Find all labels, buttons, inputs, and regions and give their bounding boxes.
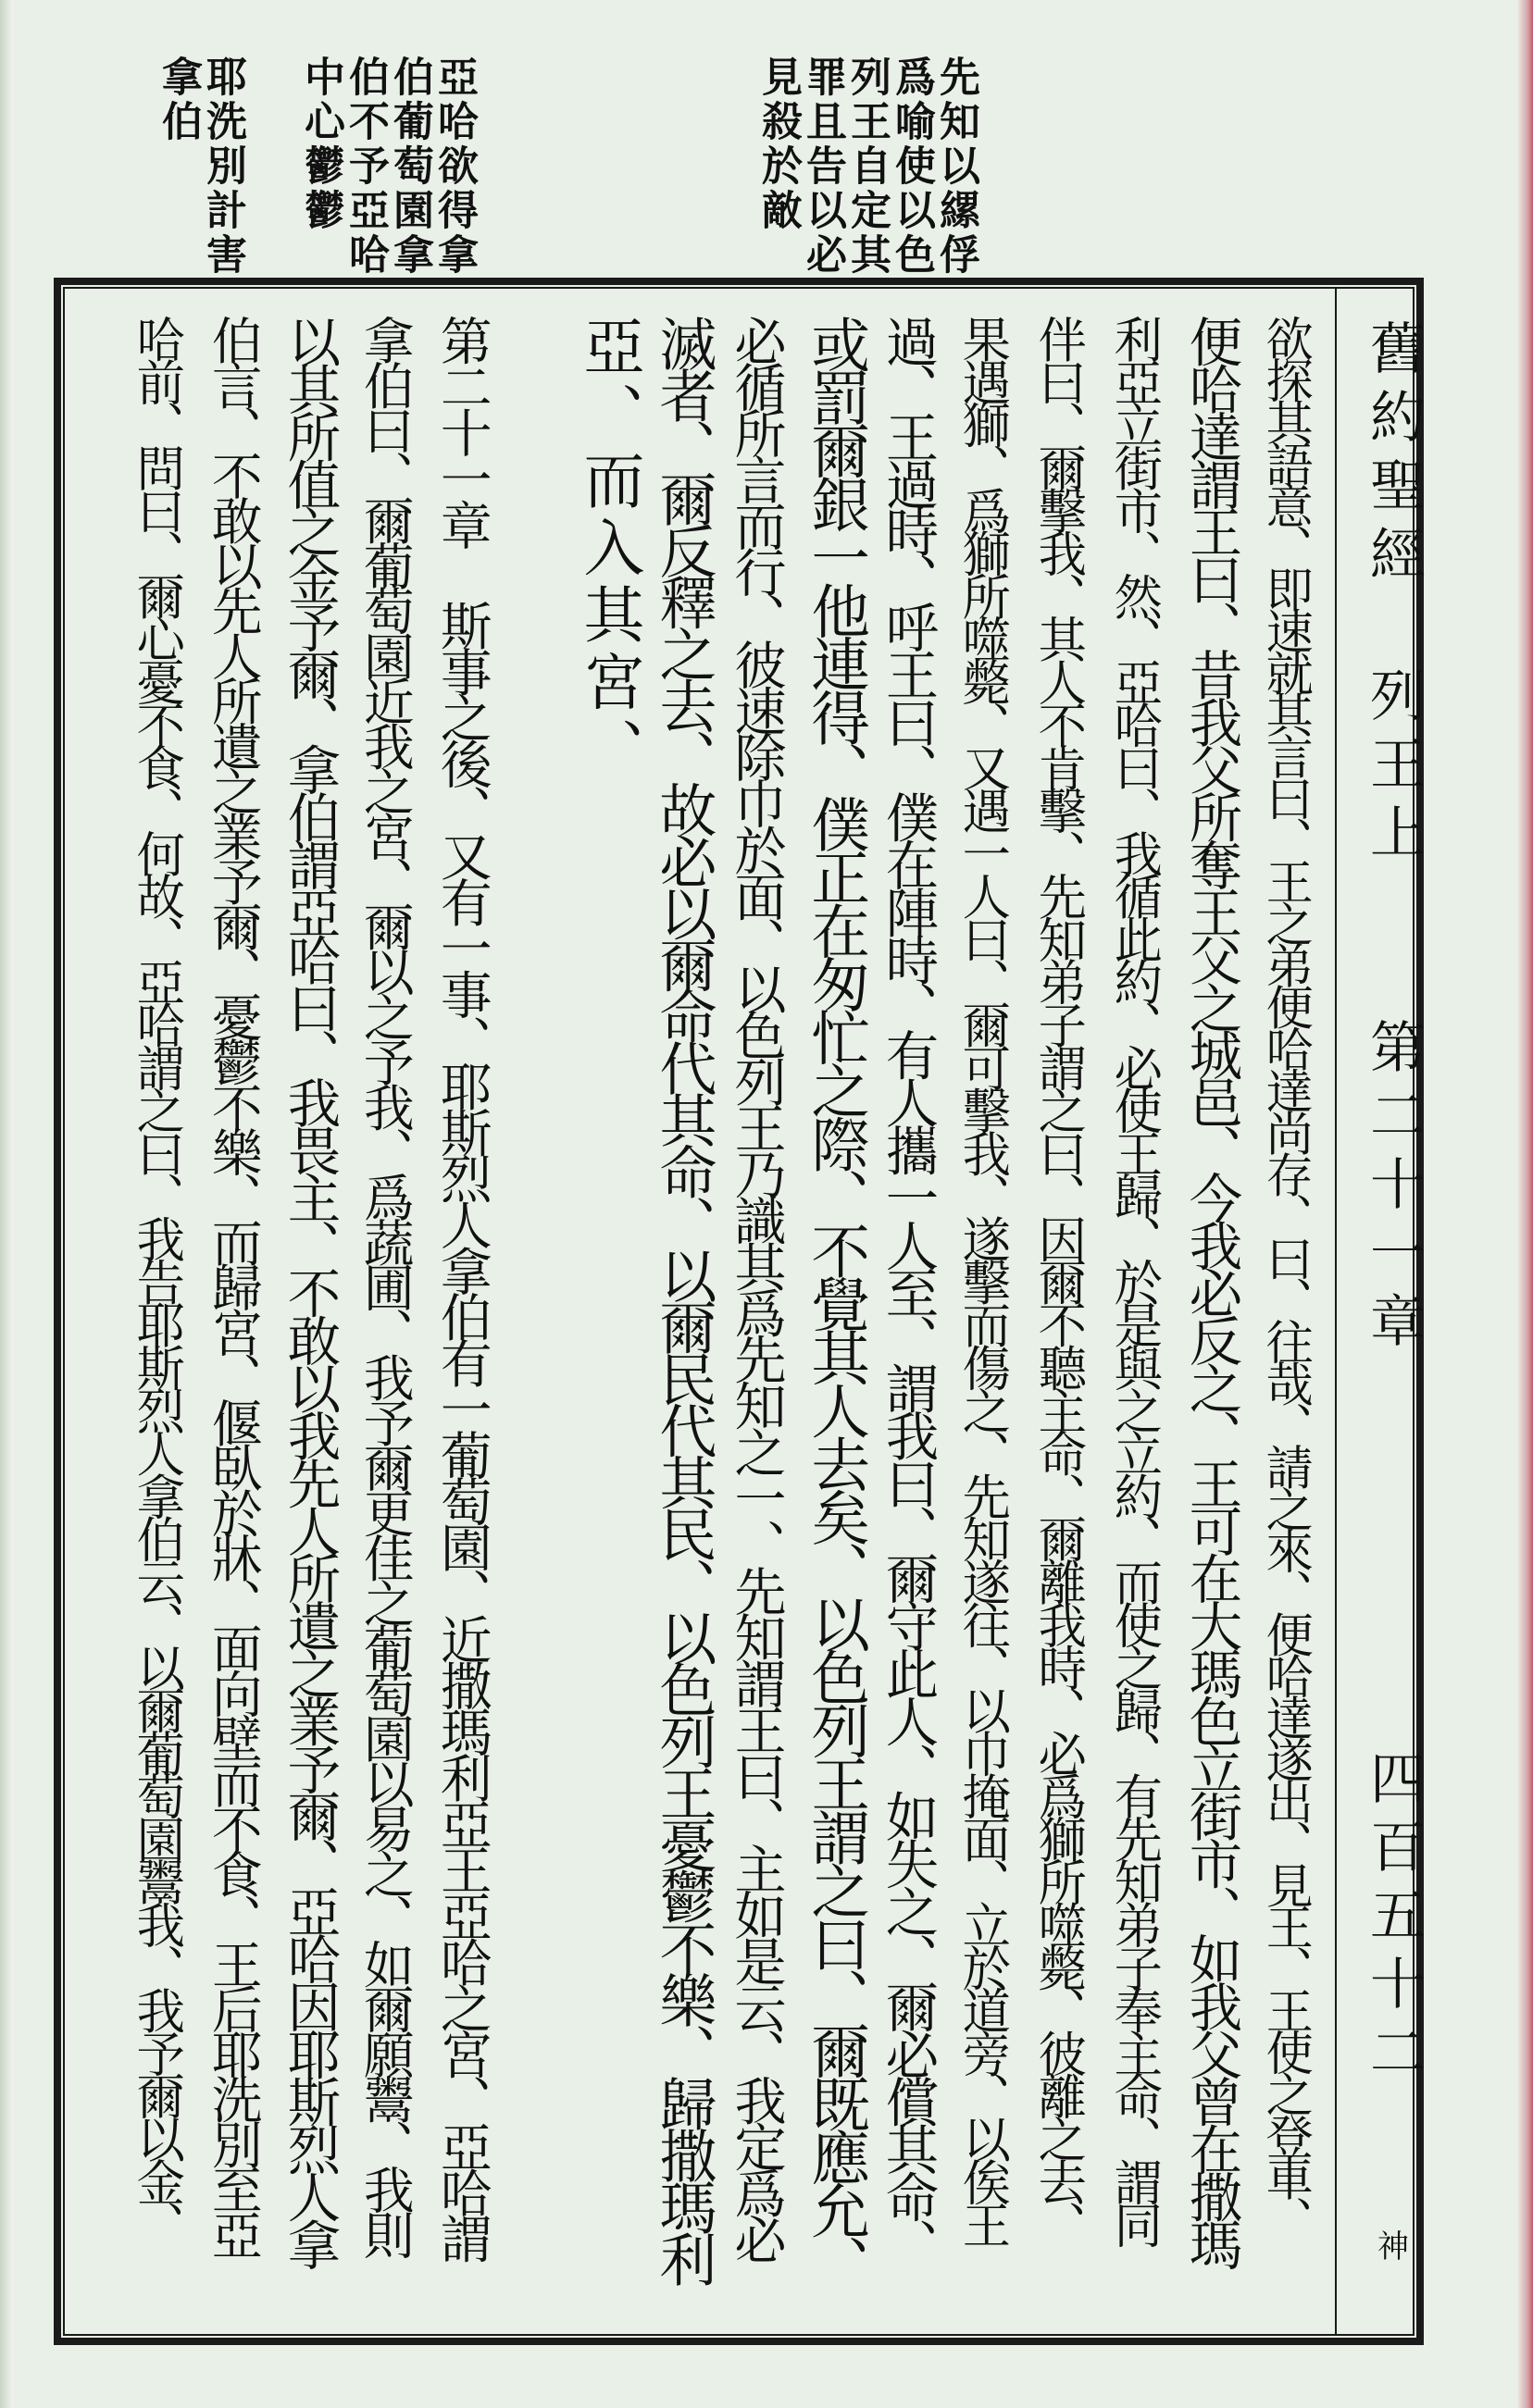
page-edge-right [1516,0,1533,2408]
chapter-heading: 第二十一章 [1361,1018,1426,1360]
margin-note: 爲喻使以色 [888,56,935,278]
margin-note: 拿伯 [155,56,202,144]
page-edge-left [0,0,13,2408]
margin-note: 伯葡萄園拿 [386,56,433,278]
text-column: 拿伯曰、爾葡萄園近我之宮、爾以之予我、爲蔬圃、我予爾更佳之葡萄園以易之、如爾願鬻、我則 [355,315,415,2254]
page-number: 四百五十二 [1361,1749,1426,2091]
margin-note: 耶洗別計害 [199,56,246,278]
text-column: 伯言、不敢以先人所遺之業予爾、憂鬱不樂、而歸宮、偃臥於牀、面向壁而不食、王后耶洗別至亞 [203,315,263,2254]
margin-note: 列王自定其 [843,56,891,278]
header-rule [1335,287,1337,2336]
text-column: 以其所值之金予爾、拿伯謂亞哈曰、我畏主、不敢以我先人所遺之業予爾、亞哈因耶斯烈人拿 [279,315,342,2265]
text-column: 伴曰、爾擊我、其人不肯擊、先知弟子謂之曰、因爾不聽主命、爾離我時、必爲獅所噬斃、彼離之去、 [1029,315,1087,2243]
margin-note: 伯不予亞哈 [342,56,389,278]
margin-note: 中心鬱鬱 [297,56,344,233]
book-name: 列王上 [1361,666,1426,872]
text-column: 利亞立街市、然、亞哈曰、我循此約、必使王歸、於是與之立約、而使之歸、有先知弟子奉主命、謂同 [1105,315,1163,2243]
text-column: 過、王過時、呼王曰、僕在陣時、有人攜一人至、謂我曰、爾守此人、如失之、爾必償其命、 [877,315,940,2265]
text-column: 哈前、問曰、爾心憂不食、何故、亞哈謂之曰、我告耶斯烈人拿伯云、以爾葡萄園鬻我、我予爾以金、 [128,315,185,2243]
margin-note: 見殺於敵 [754,56,802,233]
text-column: 亞、而入其宮、 [573,315,644,785]
text-column: 或罰爾銀一他連得、僕正在匆忙之際、不覺其人去矣、以色列王謂之曰、爾既應允、 [801,315,870,2288]
book-title: 舊約聖經 [1361,319,1426,593]
text-column: 果遇獅、爲獅所噬斃、又遇一人曰、爾可擊我、遂擊而傷之、先知遂往、以巾掩面、立於道旁、以俟王 [953,315,1011,2243]
text-column: 必循所言而行、彼速除巾於面、以色列王乃識其爲先知之一、先知謂王曰、主如是云、我定爲必 [726,315,787,2260]
text-column: 便哈達謂王曰、昔我父所奪王父之城邑、今我必反之、王可在大瑪色立街市、如我父曾在撒瑪 [1180,315,1243,2265]
margin-note: 罪且告以必 [799,56,846,278]
text-column: 滅者、爾反釋之去、故必以爾命代其命、以爾民代其民、以色列王憂鬱不樂、歸撒瑪利 [649,315,717,2282]
margin-note: 亞哈欲得拿 [430,56,478,278]
chapter-start-column: 第二十一章 斯事之後、又有一事、耶斯烈人拿伯有一葡萄園、近撒瑪利亞王亞哈之宮、亞哈謂 [430,315,492,2259]
text-column: 欲探其語意、即速就其言曰、王之弟便哈達尚存、曰、往哉、請之來、便哈達遂出、見王、王使之登車、 [1257,315,1313,2238]
margin-note: 先知以縲俘 [932,56,979,278]
page-mark: 神 [1377,2228,1409,2265]
